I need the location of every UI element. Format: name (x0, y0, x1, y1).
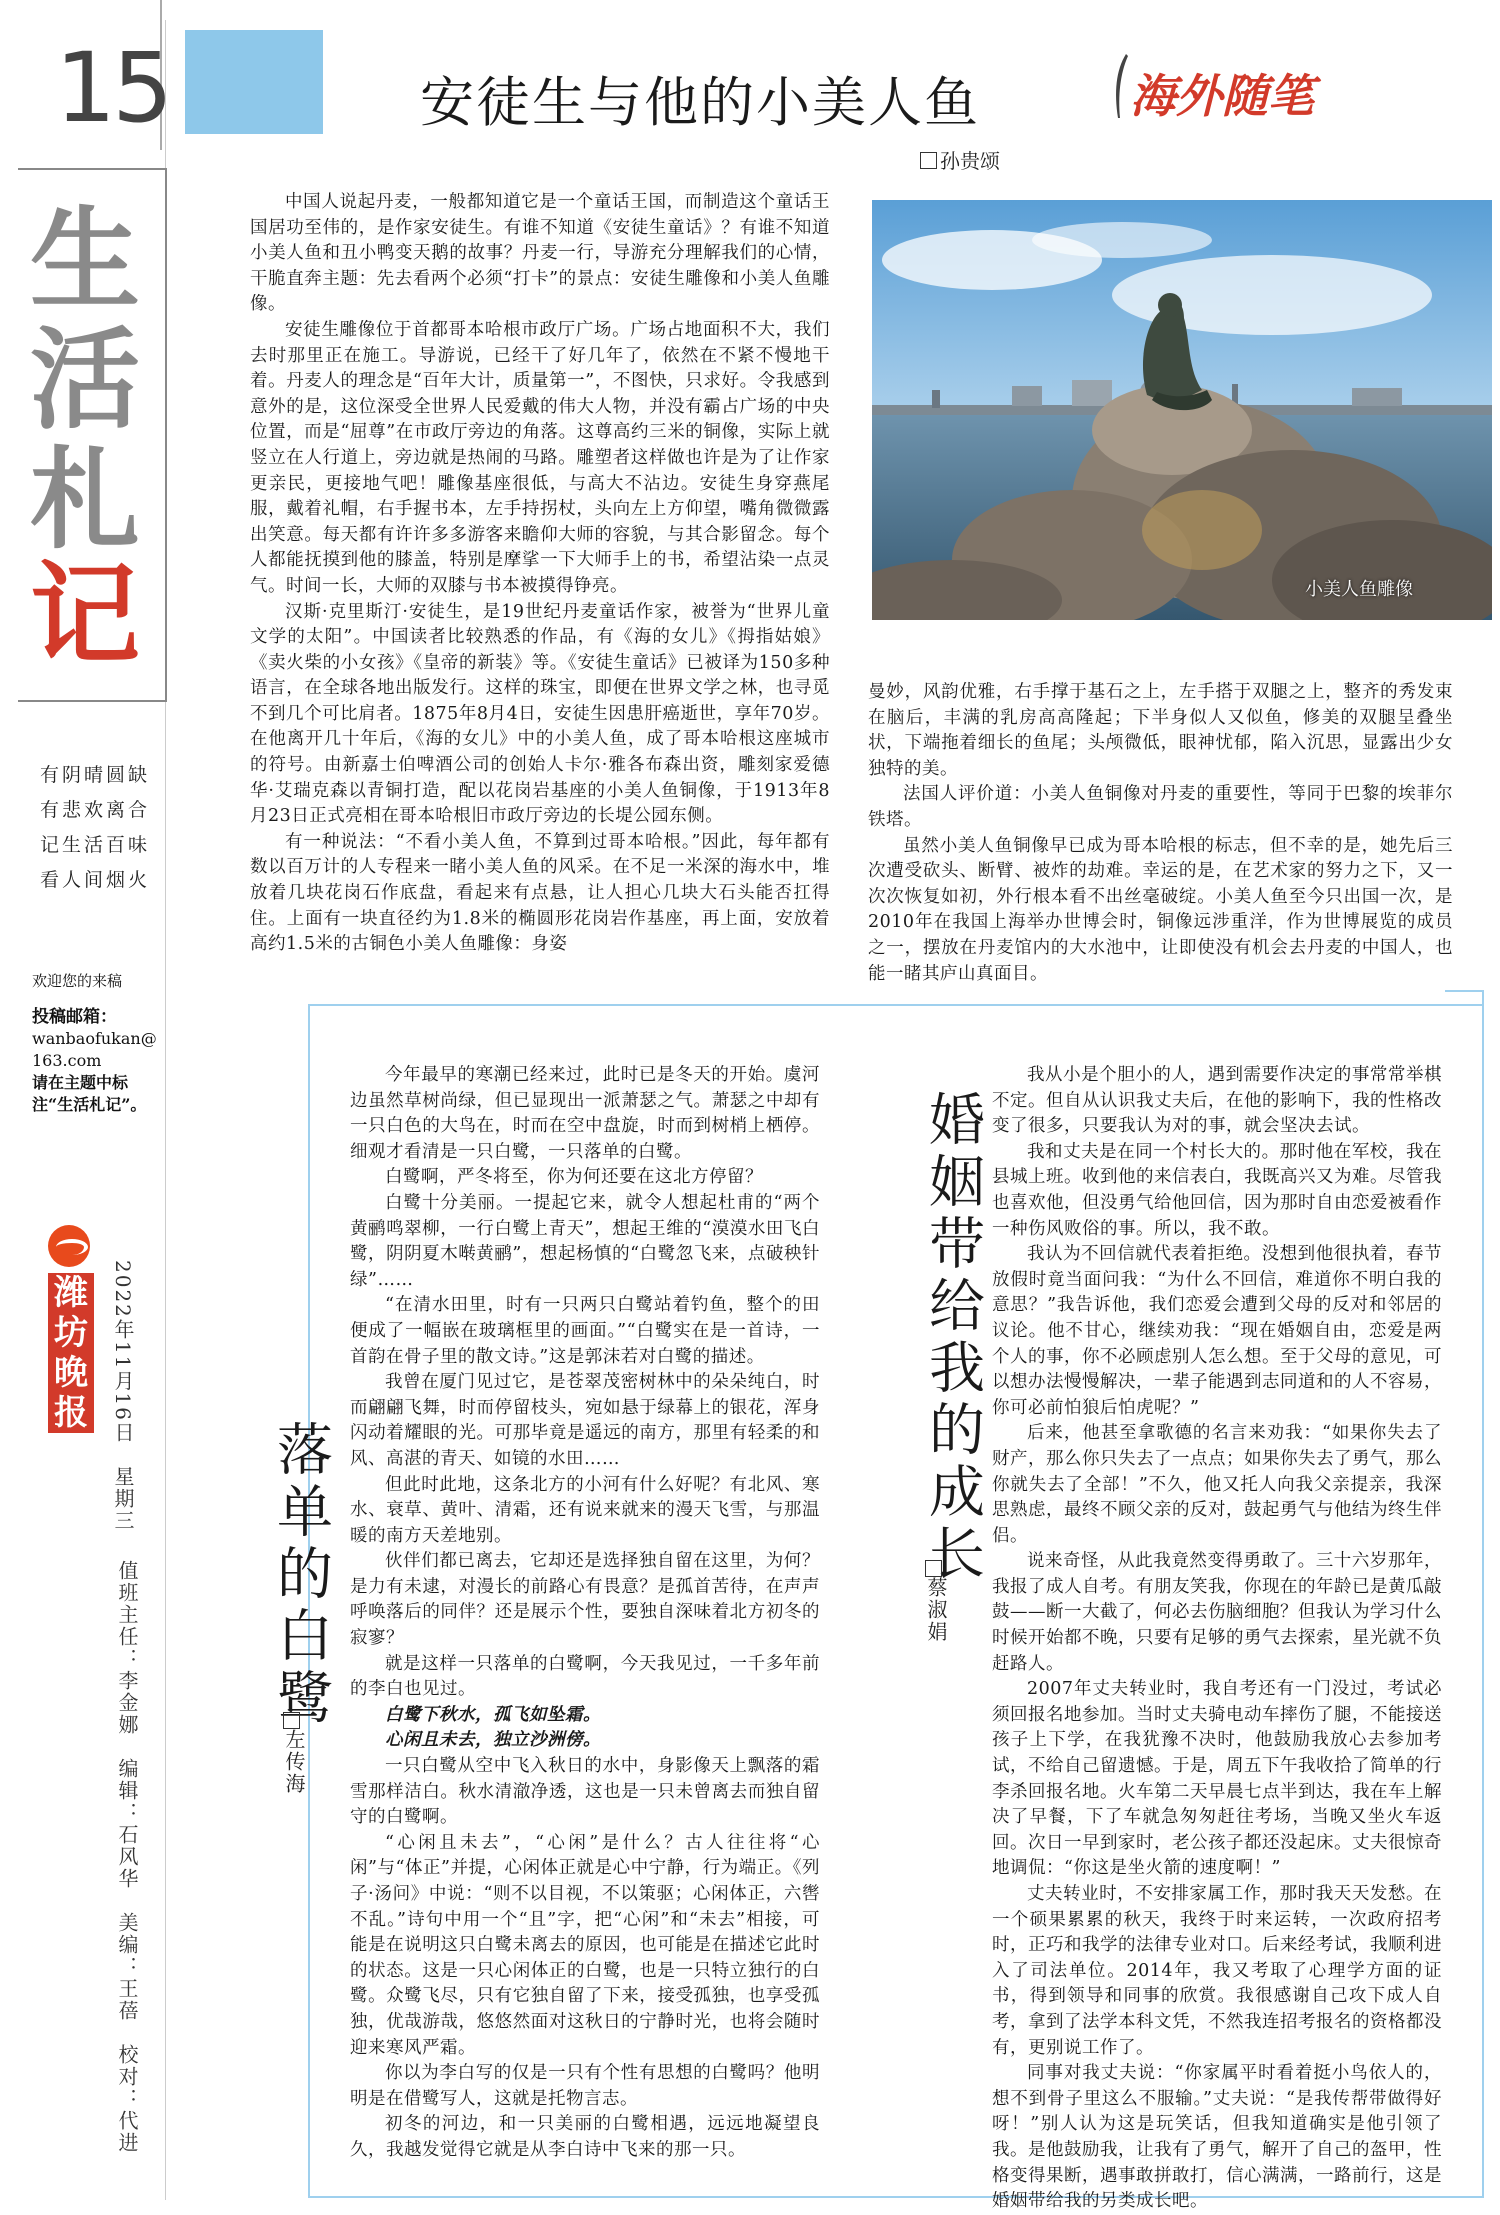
article-body-column-2 (868, 680, 1453, 987)
section-title-char-1: 生 (30, 196, 140, 324)
article-body (992, 1063, 1442, 2215)
author-name: 左传海 (282, 1729, 306, 1795)
frame-border (1482, 990, 1484, 2198)
motto-line: 有阴晴圆缺 (40, 764, 151, 786)
paragraph: 后来，他甚至拿歌德的名言来劝我：“如果你失去了财产，那么你只失去了一点点；如果你失去了勇气，那么你就失去了全部！”不久，他又托人向我父亲提亲，我深思熟虑，最终不顾父亲的反对，鼓起勇气与他结为终生伴侣。 (992, 1423, 1442, 1546)
article-title: 安徒生与他的小美人鱼 (420, 71, 980, 134)
paragraph: 法国人评价道：小美人鱼铜像对丹麦的重要性，等同于巴黎的埃菲尔铁塔。 (868, 784, 1453, 830)
paragraph: 虽然小美人鱼铜像早已成为哥本哈根的标志，但不幸的是，她先后三次遭受砍头、断臂、被炸的劫难。幸运的是，在艺术家的努力之下，又一次次恢复如初，外行根本看不出丝毫破绽。小美人鱼至今只出国一次，是2010年在我国上海举办世博会时，铜像远涉重洋，作为世博展览的成员之一，摆放在丹麦馆内的大水池中，让即使没有机会去丹麦的中国人，也能一睹其庐山真面目。 (868, 835, 1453, 984)
submission-intro: 欢迎您的来稿 (32, 972, 123, 990)
paragraph: 就是这样一只落单的白鹭啊，今天我见过，一千多年前的李白也见过。 (350, 1653, 820, 1700)
paragraph: 我和丈夫是在同一个村长大的。那时他在军校，我在县城上班。收到他的来信表白，我既高兴又为难。尽管我也喜欢他，但没勇气给他回信，因为那时自由恋爱被看作一种伤风败俗的事。所以，我不敢。 (992, 1141, 1442, 1239)
frame-border (1445, 990, 1483, 992)
paragraph: 一只白鹭从空中飞入秋日的水中，身影像天上飘落的霜雪那样洁白。秋水清澈净透，这也是一只未曾离去而独自留守的白鹭啊。 (350, 1756, 820, 1828)
issue-date: 2022年11月16日 星期三 (111, 1260, 135, 1532)
paragraph: 有一种说法：“不看小美人鱼，不算到过哥本哈根。”因此，每年都有数以百万计的人专程来一睹小美人鱼的风采。在不足一米深的海水中，堆放着几块花岗石作底盘，看起来有点悬，让人担心几块大石头能否扛得住。上面有一块直径约为1.8米的椭圆形花岗岩作基座，再上面，安放着高约1.5米的古铜色小美人鱼雕像：身姿 (250, 831, 830, 955)
motto-line: 记生活百味 (40, 834, 151, 856)
section-title-char-2: 活 (30, 316, 140, 444)
motto-line: 有悲欢离合 (40, 799, 151, 821)
paragraph: 同事对我丈夫说：“你家属平时看着挺小鸟依人的，想不到骨子里这么不服输。”丈夫说：“是我传帮带做得好呀！”别人认为这是玩笑话，但我知道确实是他引领了我。是他鼓励我，让我有了勇气，解开了自己的盔甲，性格变得果断，遇事敢拼敢打，信心满满，一路前行，这是婚姻带给我的另类成长吧。 (992, 2063, 1442, 2212)
article-author (920, 145, 1000, 174)
article-body-column-1 (250, 190, 830, 958)
paragraph: 但此时此地，这条北方的小河有什么好呢？有北风、寒水、衰草、黄叶、清霜，还有说来就来的漫天飞雪，与那温暖的南方天差地别。 (350, 1474, 820, 1546)
paragraph: 我认为不回信就代表着拒绝。没想到他很执着，春节放假时竟当面问我：“为什么不回信，难道你不明白我的意思？”我告诉他，我们恋爱会遭到父母的反对和邻居的议论。他不甘心，继续劝我：“现在婚姻自由，恋爱是两个人的事，你不必顾虑别人怎么想。至于父母的意见，可以想办法慢慢解决，一辈子能遇到志同道和的人不容易，你可必前怕狼后怕虎呢？” (992, 1244, 1442, 1418)
paragraph: 汉斯·克里斯汀·安徒生，是19世纪丹麦童话作家，被誉为“世界儿童文学的太阳”。中国读者比较熟悉的作品，有《海的女儿》《拇指姑娘》《卖火柴的小女孩》《皇帝的新装》等。《安徒生童话》已被译为150多种语言，在全球各地出版发行。这样的珠宝，即便在世界文学之林，也寻觅不到几个可比肩者。1875年8月4日，安徒生因患肝癌逝世，享年70岁。在他离开几十年后，《海的女儿》中的小美人鱼，成了哥本哈根这座城市的符号。由新嘉士伯啤酒公司的创始人卡尔·雅各布森出资，雕刻家爱德华·艾瑞克森以青铜打造，配以花岗岩基座的小美人鱼铜像，于1913年8月23日正式亮相在哥本哈根旧市政厅旁边的长堤公园东侧。 (250, 601, 830, 827)
paragraph: “心闲且未去”，“心闲”是什么？古人往往将“心闲”与“体正”并提，心闲体正就是心中宁静，行为端正。《列子·汤问》中说：“则不以目视，不以策驱；心闲体正，六辔不乱。”诗句中用一个“且”字，把“心闲”和“未去”相接，可能是在说明这只白鹭未离去的原因，也可能是在描述它此时的状态。这是一只心闲体正的白鹭，也是一只特立独行的白鹭。众鹭飞尽，只有它独自留了下来，接受孤独，也享受孤独，优哉游哉，悠悠然面对这秋日的宁静时光，也将会随时迎来寒风严霜。 (350, 1832, 820, 2058)
section-motto (40, 758, 160, 898)
paragraph: 白鹭啊，严冬将至，你为何还要在这北方停留？ (385, 1167, 763, 1188)
header-accent-block (185, 30, 323, 134)
author-marker-icon (925, 1560, 942, 1577)
author-name: 蔡淑娟 (924, 1577, 948, 1643)
mermaid-statue-photo (872, 200, 1492, 620)
author-name: 孙贵颂 (940, 149, 1000, 173)
article-author (922, 1560, 951, 1643)
submission-heading: 投稿邮箱： (32, 1007, 117, 1027)
paragraph: 初冬的河边，和一只美丽的白鹭相遇，远远地凝望良久，我越发觉得它就是从李白诗中飞来的那一只。 (350, 2114, 820, 2160)
paragraph: 安徒生雕像位于首都哥本哈根市政厅广场。广场占地面积不大，我们去时那里正在施工。导游说，已经干了好几年了，依然在不紧不慢地干着。丹麦人的理念是“百年大计，质量第一”，不图快，只求好。令我感到意外的是，这位深受全世界人民爱戴的伟大人物，并没有霸占广场的中央位置，而是“屈尊”在市政厅旁边的角落。这尊高约三米的铜像，实际上就竖立在人行道上，旁边就是热闹的马路。雕塑者这样做也许是为了让作家更亲民，更接地气吧！雕像基座很低，与高大不沾边。安徒生身穿燕尾服，戴着礼帽，右手握书本，左手持拐杖，头向左上方仰望，嘴角微微露出笑意。每天都有许许多多游客来瞻仰大师的容貌，与其合影留念。每个人都能抚摸到他的膝盖，特别是摩挲一下大师手上的书，希望沾染一点灵气。时间一长，大师的双膝与书本被摸得铮亮。 (250, 319, 830, 596)
submission-info (32, 970, 162, 1116)
article-body (350, 1063, 820, 2164)
section-title-char-4: 记 (30, 551, 140, 679)
article-title: 落单的白鹭 (268, 1420, 333, 1730)
submission-email[interactable]: wanbaofukan@163.com (32, 1029, 157, 1070)
column-tag: 海外随笔 (1130, 69, 1314, 123)
quill-icon (1112, 52, 1130, 122)
paragraph: 白鹭十分美丽。一提起它来，就令人想起杜甫的“两个黄鹂鸣翠柳，一行白鹭上青天”，想起王维的“漠漠水田飞白鹭，阴阴夏木啭黄鹂”，想起杨慎的“白鹭忽飞来，点破秧针绿”…… (350, 1192, 820, 1290)
logo-name: 潍坊晚报 (54, 1273, 88, 1433)
paragraph: 中国人说起丹麦，一般都知道它是一个童话王国，而制造这个童话王国居功至伟的，是作家安徒生。有谁不知道《安徒生童话》？有谁不知道小美人鱼和丑小鸭变天鹅的故事？丹麦一行，导游充分理解我们的心情，干脆直奔主题：先去看两个必须“打卡”的景点：安徒生雕像和小美人鱼雕像。 (250, 192, 830, 315)
paragraph: 说来奇怪，从此我竟然变得勇敢了。三十六岁那年，我报了成人自考。有朋友笑我，你现在的年龄已是黄瓜敲鼓——断一大截了，何必去伤脑细胞？但我认为学习什么时候开始都不晚，只要有足够的勇气去探索，星光就不负赶路人。 (992, 1551, 1442, 1674)
frame-border (308, 1004, 1484, 1006)
paragraph: 你以为李白写的仅是一只有个性有思想的白鹭吗？他明明是在借鹭写人，这就是托物言志。 (350, 2063, 820, 2109)
paragraph: “在清水田里，时有一只两只白鹭站着钓鱼，整个的田便成了一幅嵌在玻璃框里的画面。”“白鹭实在是一首诗，一首韵在骨子里的散文诗。”这是郭沫若对白鹭的描述。 (350, 1295, 820, 1367)
paragraph: 丈夫转业时，不安排家属工作，那时我天天发愁。在一个硕果累累的秋天，我终于时来运转，一次政府招考时，正巧和我学的法律专业对口。后来经考试，我顺利进入了司法单位。2014年，我又考取了心理学方面的证书，得到领导和同事的欣赏。我很感谢自己攻下成人自考，拿到了法学本科文凭，不然我连招考报名的资格都没有，更别说工作了。 (992, 1884, 1442, 2058)
newspaper-logo (48, 1225, 98, 1433)
motto-line: 看人间烟火 (40, 869, 151, 891)
poem-line: 心闲且未去，独立沙洲傍。 (385, 1730, 601, 1751)
staff-credits: 值班主任：李金娜 编辑：石风华 美编：王蓓 校对：代进 (115, 1560, 139, 2154)
article-author (280, 1712, 309, 1795)
paragraph: 2007年丈夫转业时，我自考还有一门没过，考试必须回报名地参加。当时丈夫骑电动车摔伤了腿，不能接送孩子上下学，在我犹豫不决时，他鼓励我放心去参加考试，不给自己留遗憾。于是，周五下午我收拾了简单的行李杀回报名地。火车第二天早晨七点半到达，我在车上解决了早餐，下了车就急匆匆赶往考场，当晚又坐火车返回。次日一早到家时，老公孩子都还没起床。丈夫很惊奇地调侃：“你这是坐火箭的速度啊！” (992, 1679, 1442, 1879)
section-title-char-3: 札 (30, 436, 140, 564)
photo-caption: 小美人鱼雕像 (1305, 579, 1413, 600)
author-marker-icon (920, 152, 937, 169)
paragraph: 我从小是个胆小的人，遇到需要作决定的事常常举棋不定。但自从认识我丈夫后，在他的影响下，我的性格改变了很多，只要我认为对的事，就会坚决去试。 (992, 1065, 1442, 1137)
logo-swoosh-icon (48, 1225, 90, 1267)
paragraph: 伙伴们都已离去，它却还是选择独自留在这里，为何？是力有未逮，对漫长的前路心有畏意？是孤首苦待，在声声呼唤落后的同伴？还是展示个性，要独自深味着北方初冬的寂寥？ (350, 1551, 820, 1649)
article-title: 婚姻带给我的成长 (920, 1090, 985, 1586)
poem-line: 白鹭下秋水，孤飞如坠霜。 (385, 1704, 601, 1725)
paragraph: 曼妙，风韵优雅，右手撑于基石之上，左手搭于双腿之上，整齐的秀发束在脑后，丰满的乳房高高隆起；下半身似人又似鱼，修美的双腿呈叠坐状，下端拖着细长的鱼尾；头颅微低，眼神忧郁，陷入沉思，显露出少女独特的美。 (868, 682, 1453, 779)
paragraph: 今年最早的寒潮已经来过，此时已是冬天的开始。虞河边虽然草树尚绿，但已显现出一派萧瑟之气。萧瑟之中却有一只白色的大鸟在，时而在空中盘旋，时而到树梢上栖停。细观才看清是一只白鹭，一只落单的白鹭。 (350, 1065, 820, 1162)
paragraph: 我曾在厦门见过它，是苍翠茂密树林中的朵朵纯白，时而翩翩飞舞，时而停留枝头，宛如悬于绿幕上的银花，浑身闪动着耀眼的光。可那毕竟是遥远的南方，那里有轻柔的和风、高湛的青天、如镜的水田…… (350, 1372, 820, 1469)
page-number: 15 (55, 32, 170, 144)
submission-note: 请在主题中标注“生活札记”。 (32, 1073, 147, 1114)
logo-text (48, 1273, 94, 1433)
author-marker-icon (283, 1712, 300, 1729)
